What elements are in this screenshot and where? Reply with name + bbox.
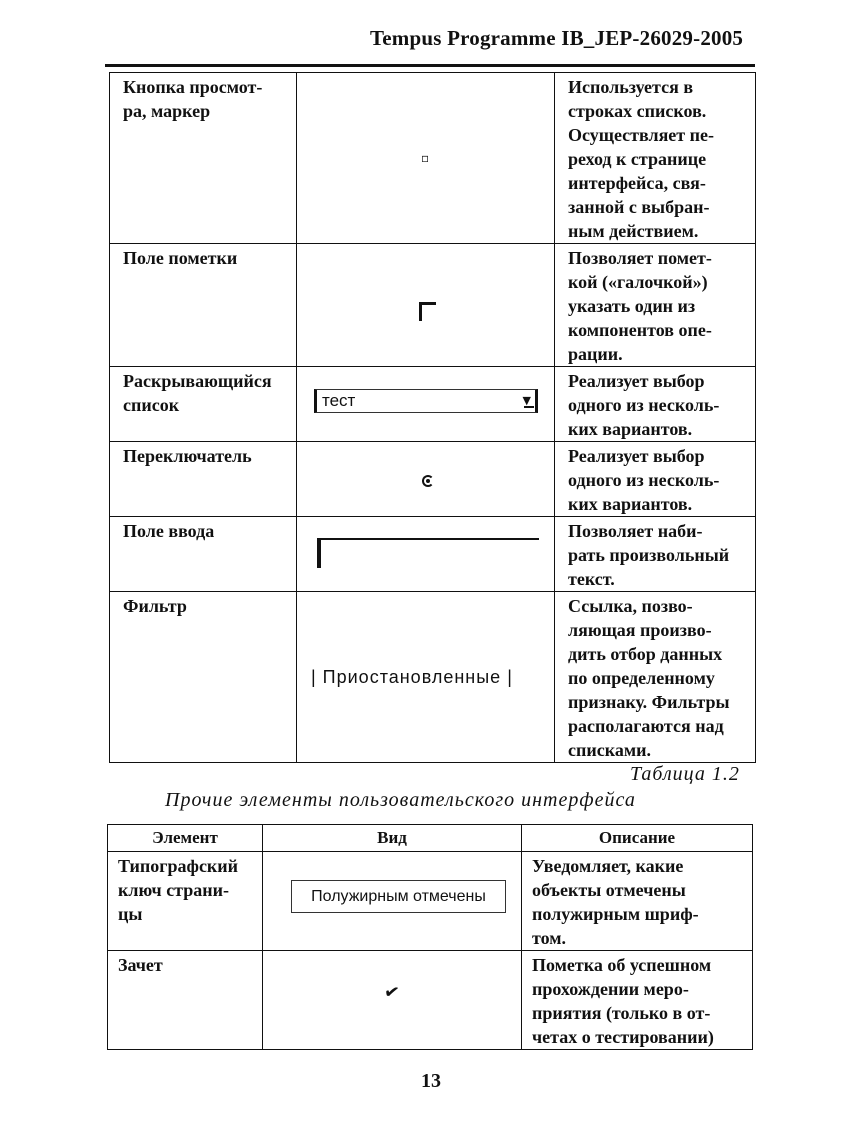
table-caption: Прочие элементы пользовательского интерфейса bbox=[165, 789, 636, 811]
element-name: Раскрывающийся список bbox=[110, 367, 297, 442]
table-row bbox=[110, 244, 756, 367]
table-row bbox=[110, 442, 756, 517]
text-input-sample bbox=[317, 538, 539, 568]
table-row bbox=[108, 951, 753, 1050]
element-view bbox=[297, 592, 555, 763]
table-row bbox=[110, 73, 756, 244]
filter-link-sample: | Приостановленные | bbox=[311, 667, 513, 687]
dropdown-arrow-icon: ▼ bbox=[523, 390, 531, 412]
dropdown-value: тест bbox=[322, 391, 356, 410]
element-name: Зачет bbox=[108, 951, 263, 1050]
element-name: Поле пометки bbox=[110, 244, 297, 367]
radio-button-icon bbox=[422, 475, 434, 487]
table-header-row bbox=[108, 825, 753, 852]
page-number: 13 bbox=[421, 1070, 441, 1092]
other-elements-table bbox=[107, 824, 753, 1050]
element-view bbox=[263, 852, 522, 951]
typographic-key-box: Полужирным отмечены bbox=[291, 880, 506, 913]
element-name: Фильтр bbox=[110, 592, 297, 763]
element-view bbox=[263, 951, 522, 1050]
column-header: Элемент bbox=[108, 825, 263, 852]
table-row bbox=[108, 852, 753, 951]
element-view bbox=[297, 442, 555, 517]
element-name: Переключатель bbox=[110, 442, 297, 517]
element-description: Ссылка, позво- ляющая произво- дить отбор данных по определенному признаку. Фильтры располагаются над списками. bbox=[555, 592, 756, 763]
dropdown-select bbox=[314, 389, 538, 413]
table-row bbox=[110, 367, 756, 442]
check-mark-icon: ✔ bbox=[382, 980, 401, 1005]
element-description: Используется в строках списков. Осуществляет пе- реход к странице интерфейса, свя- занной с выбран- ным действием. bbox=[555, 73, 756, 244]
header-rule bbox=[105, 64, 755, 67]
element-view bbox=[297, 73, 555, 244]
element-view bbox=[297, 244, 555, 367]
table-number: Таблица 1.2 bbox=[630, 763, 740, 785]
view-marker-icon: ▫ bbox=[421, 151, 430, 165]
element-description: Пометка об успешном прохождении меро- приятия (только в от- четах о тестировании) bbox=[522, 951, 753, 1050]
element-description: Реализует выбор одного из несколь- ких вариантов. bbox=[555, 442, 756, 517]
ui-elements-table bbox=[109, 72, 756, 763]
element-name: Типографский ключ страни- цы bbox=[108, 852, 263, 951]
element-view bbox=[297, 367, 555, 442]
table-row bbox=[110, 517, 756, 592]
table-row bbox=[110, 592, 756, 763]
element-view bbox=[297, 517, 555, 592]
element-name: Поле ввода bbox=[110, 517, 297, 592]
checkbox-icon bbox=[419, 302, 436, 321]
element-description: Реализует выбор одного из несколь- ких вариантов. bbox=[555, 367, 756, 442]
column-header: Вид bbox=[263, 825, 522, 852]
element-description: Позволяет наби- рать произвольный текст. bbox=[555, 517, 756, 592]
element-description: Уведомляет, какие объекты отмечены полужирным шриф- том. bbox=[522, 852, 753, 951]
column-header: Описание bbox=[522, 825, 753, 852]
element-description: Позволяет помет- кой («галочкой») указать один из компонентов опе- рации. bbox=[555, 244, 756, 367]
element-name: Кнопка просмот- ра, маркер bbox=[110, 73, 297, 244]
running-header: Tempus Programme IB_JEP-26029-2005 bbox=[370, 26, 744, 50]
